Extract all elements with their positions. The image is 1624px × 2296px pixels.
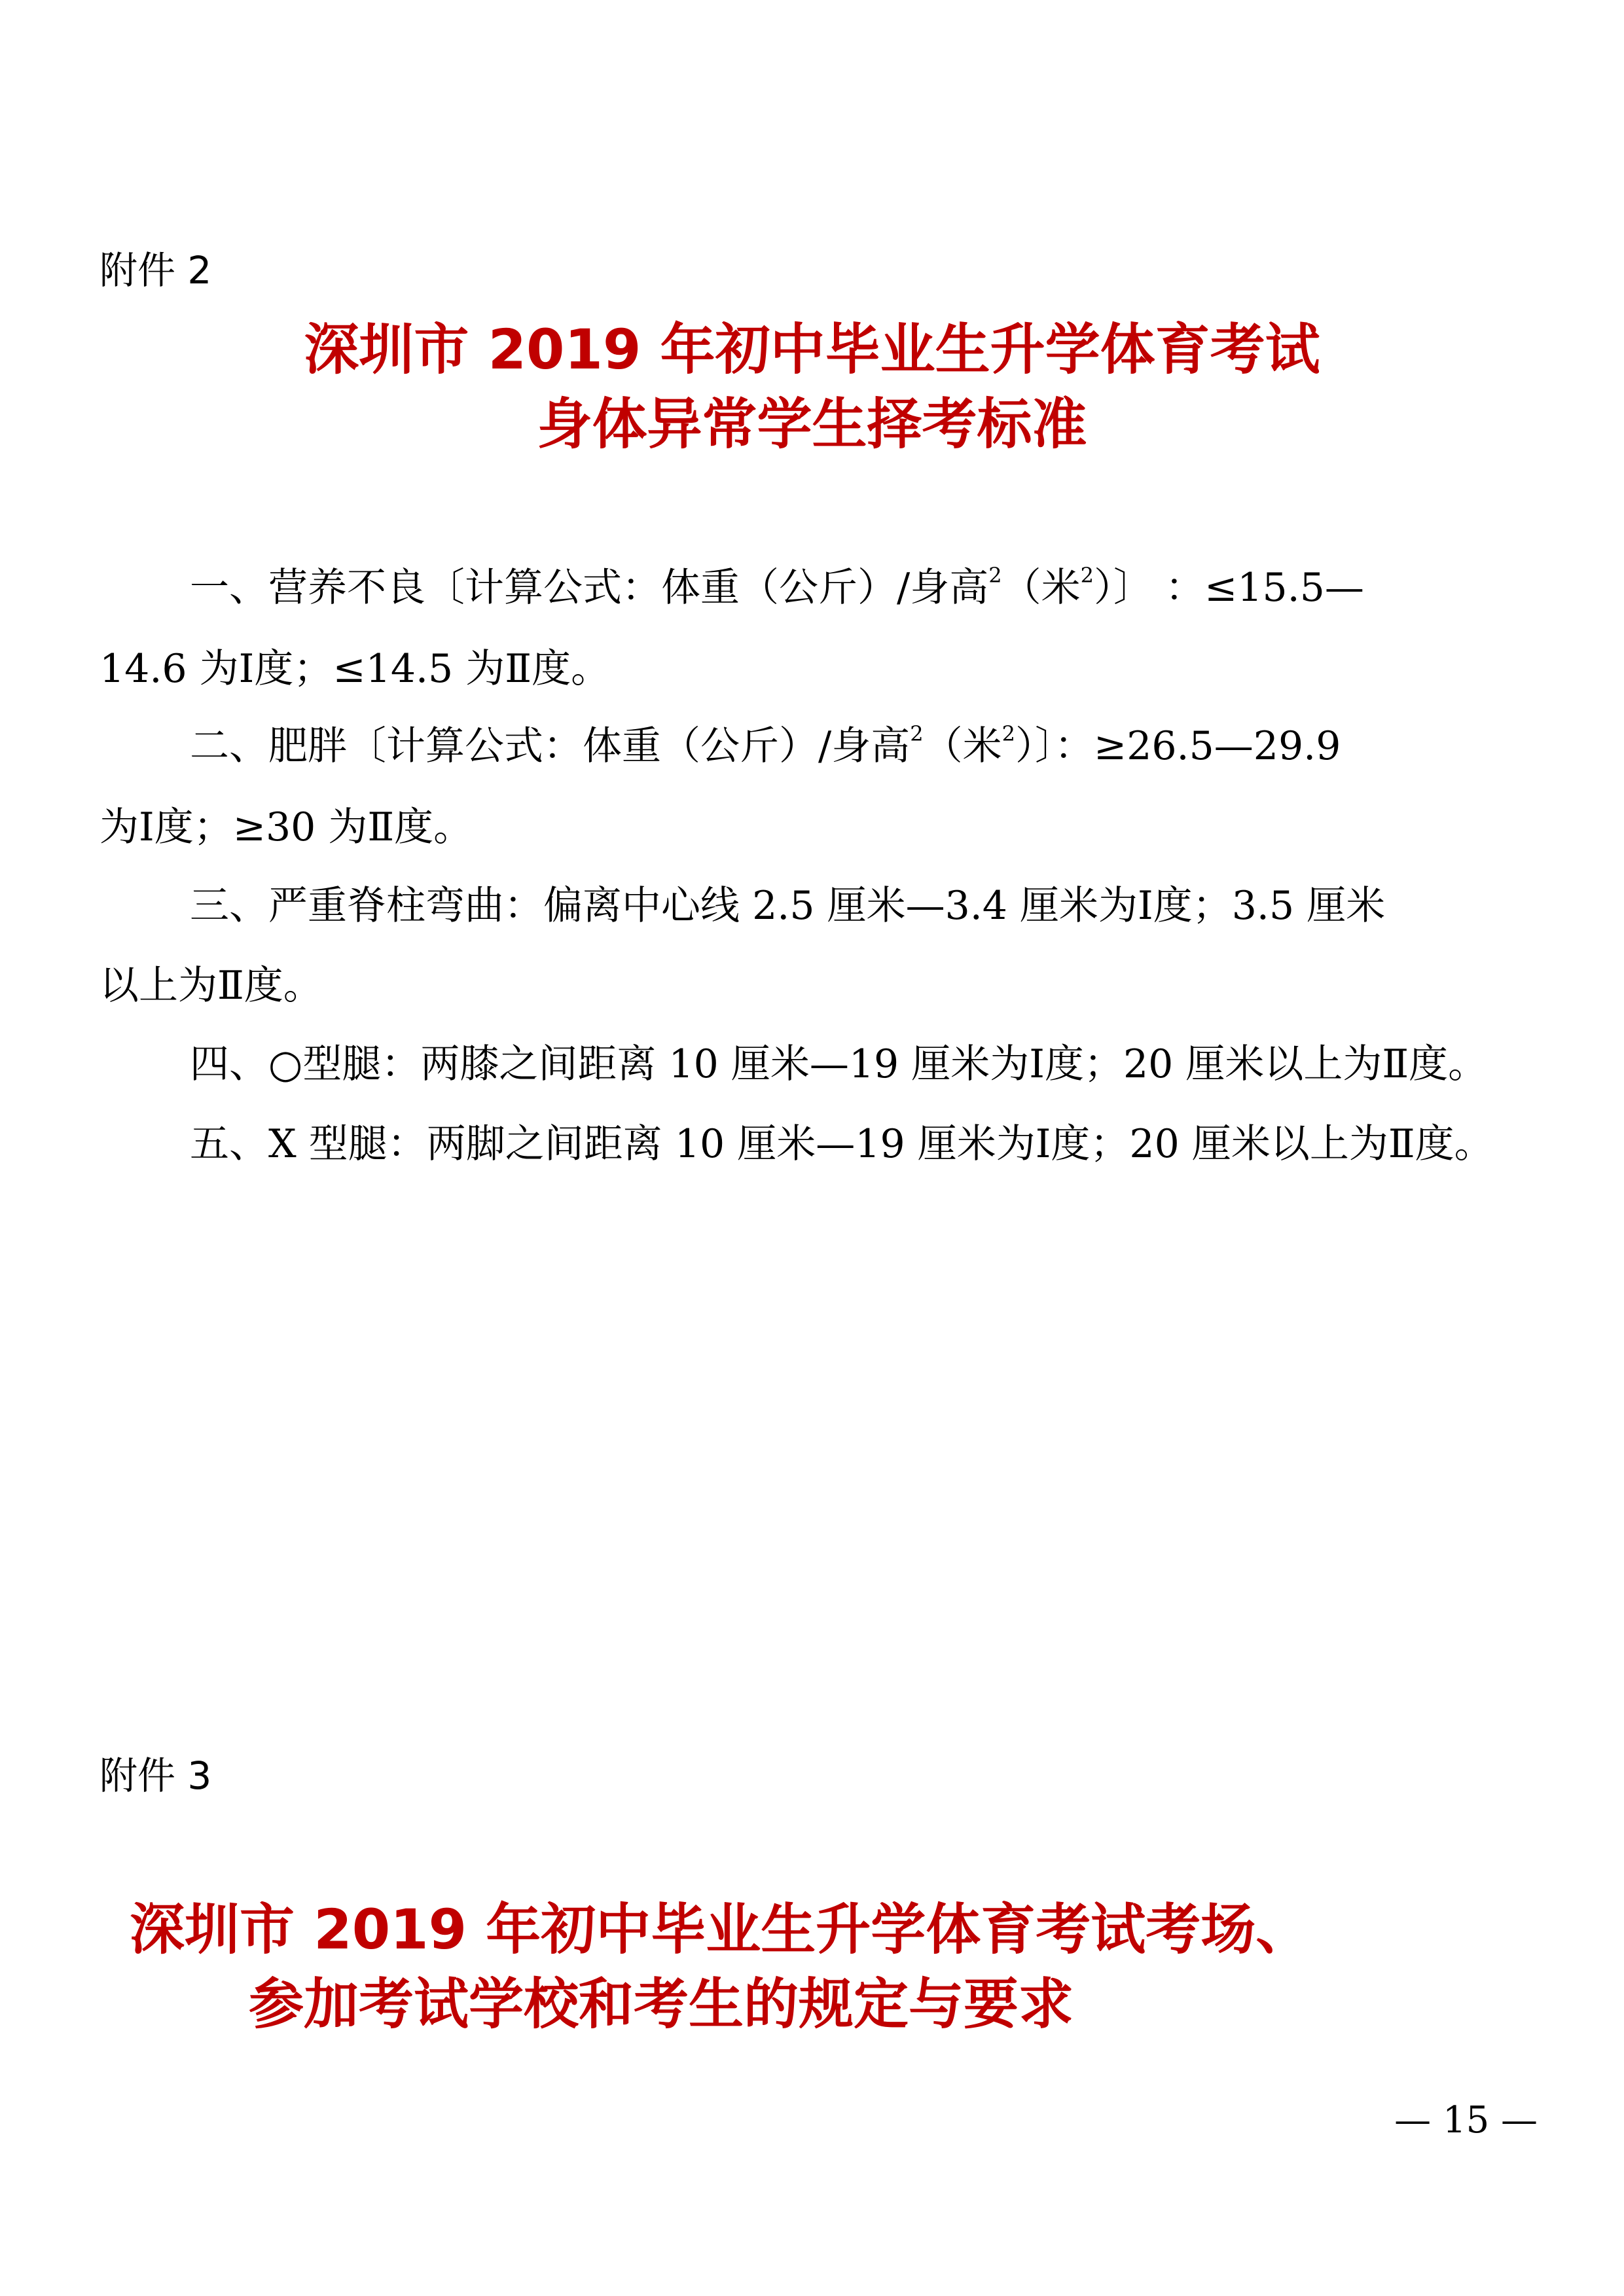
criterion-1-line-2: 14.6 为Ⅰ度；≤14.5 为Ⅱ度。	[99, 646, 611, 692]
attachment-3-label: 附件 3	[99, 1753, 212, 1798]
criterion-1-text-c: ）〕 ：≤15.5—	[1093, 565, 1364, 611]
criterion-2-text-c: ）〕：≥26.5—29.9	[1015, 723, 1341, 769]
superscript-2: 2	[1080, 563, 1094, 588]
attachment-3-title-line-2: 参加考试学校和考生的规定与要求	[249, 1972, 1074, 2036]
criterion-4-line-1: 四、○型腿：两膝之间距离 10 厘米—19 厘米为Ⅰ度；20 厘米以上为Ⅱ度。	[190, 1041, 1488, 1087]
attachment-2-title-line-1: 深圳市 2019 年初中毕业生升学体育考试	[304, 317, 1320, 382]
criterion-2-text-a: 二、肥胖〔计算公式：体重（公斤）/身高	[190, 723, 911, 769]
criterion-1-line-1	[190, 564, 1364, 611]
page-number: — 15 —	[1394, 2099, 1538, 2142]
superscript-2: 2	[1001, 721, 1015, 746]
criterion-2-line-1	[190, 723, 1341, 770]
attachment-2-title-line-2: 身体异常学生择考标准	[537, 392, 1087, 456]
criterion-3-line-2: 以上为Ⅱ度。	[99, 963, 323, 1009]
superscript-2: 2	[910, 721, 924, 746]
attachment-2-label: 附件 2	[99, 248, 212, 293]
superscript-2: 2	[988, 563, 1002, 588]
attachment-3-title-line-1: 深圳市 2019 年初中毕业生升学体育考试考场、	[130, 1897, 1311, 1962]
criterion-1-text-b: （米	[1001, 565, 1081, 611]
criterion-2-text-b: （米	[923, 723, 1002, 769]
criterion-3-line-1: 三、严重脊柱弯曲：偏离中心线 2.5 厘米—3.4 厘米为Ⅰ度；3.5 厘米	[190, 883, 1386, 929]
criterion-2-line-2: 为Ⅰ度；≥30 为Ⅱ度。	[99, 804, 473, 850]
criterion-5-line-1: 五、X 型腿：两脚之间距离 10 厘米—19 厘米为Ⅰ度；20 厘米以上为Ⅱ度。	[190, 1121, 1494, 1167]
criterion-1-text-a: 一、营养不良〔计算公式：体重（公斤）/身高	[190, 565, 989, 611]
